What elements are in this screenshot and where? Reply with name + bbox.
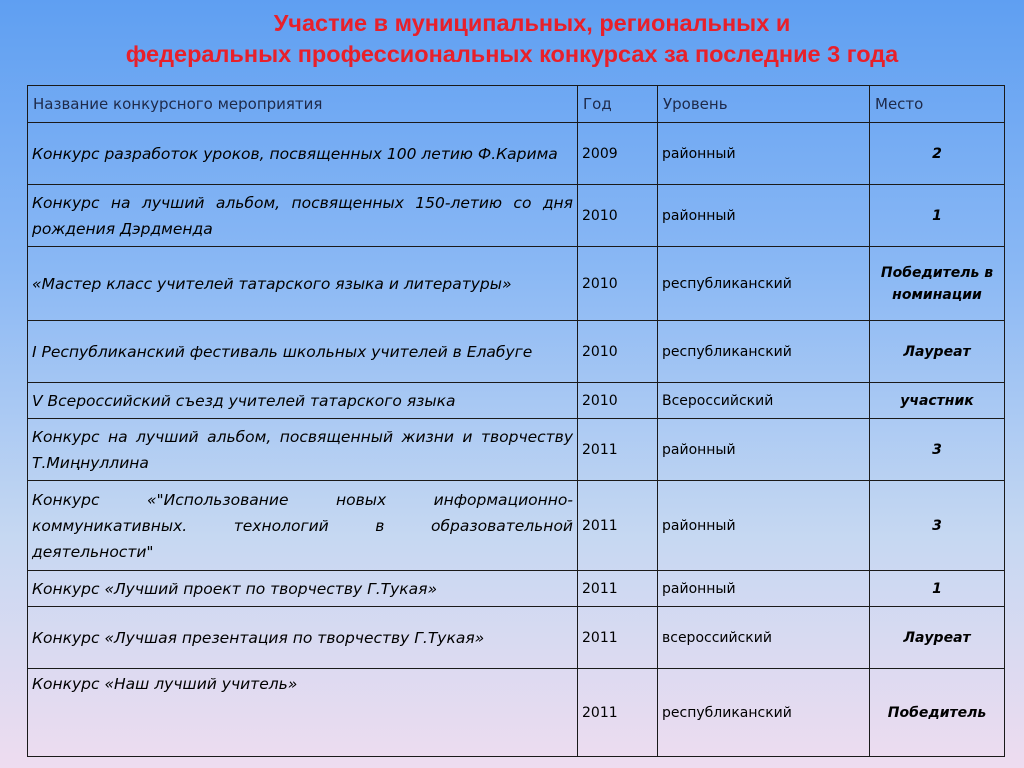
table-row [28, 321, 1005, 383]
cell-place: 1 [870, 185, 1005, 247]
table-row [28, 419, 1005, 481]
cell-year: 2010 [578, 185, 658, 247]
cell-place: Победитель в номинации [870, 247, 1005, 321]
cell-name: I Республиканский фестиваль школьных учителей в Елабуге [28, 321, 578, 383]
cell-place: Победитель [870, 669, 1005, 757]
cell-year: 2009 [578, 123, 658, 185]
cell-place: 3 [870, 419, 1005, 481]
cell-level: районный [658, 481, 870, 571]
title-line-1: Участие в муниципальных, региональных и [273, 10, 791, 36]
table-row [28, 123, 1005, 185]
cell-year: 2011 [578, 669, 658, 757]
cell-place: 1 [870, 571, 1005, 607]
cell-name: Конкурс «"Использование новых информационно-коммуникативных. технологий в образовательной деятельности" [28, 481, 578, 571]
header-level: Уровень [658, 86, 870, 123]
cell-name: Конкурс «Наш лучший учитель» [28, 669, 578, 757]
cell-year: 2010 [578, 247, 658, 321]
cell-level: районный [658, 419, 870, 481]
cell-level: республиканский [658, 321, 870, 383]
table-row [28, 481, 1005, 571]
cell-place: участник [870, 383, 1005, 419]
cell-level: районный [658, 185, 870, 247]
cell-level: республиканский [658, 669, 870, 757]
cell-year: 2011 [578, 607, 658, 669]
cell-level: всероссийский [658, 607, 870, 669]
contests-table [27, 85, 1005, 757]
title-line-2: федеральных профессиональных конкурсах за последние 3 года [125, 41, 899, 67]
cell-year: 2011 [578, 571, 658, 607]
header-name: Название конкурсного мероприятия [28, 86, 578, 123]
cell-name: Конкурс разработок уроков, посвященных 100 летию Ф.Карима [28, 123, 578, 185]
cell-name: «Мастер класс учителей татарского языка и литературы» [28, 247, 578, 321]
cell-year: 2010 [578, 383, 658, 419]
cell-place: 3 [870, 481, 1005, 571]
table-row [28, 669, 1005, 757]
cell-place: 2 [870, 123, 1005, 185]
cell-name: Конкурс на лучший альбом, посвященный жизни и творчеству Т.Миңнуллина [28, 419, 578, 481]
cell-name: Конкурс «Лучший проект по творчеству Г.Тукая» [28, 571, 578, 607]
cell-year: 2011 [578, 481, 658, 571]
cell-name: V Всероссийский съезд учителей татарского языка [28, 383, 578, 419]
header-year: Год [578, 86, 658, 123]
table-header-row [28, 86, 1005, 123]
cell-year: 2011 [578, 419, 658, 481]
header-place: Место [870, 86, 1005, 123]
table-row [28, 247, 1005, 321]
cell-level: Всероссийский [658, 383, 870, 419]
table-row [28, 607, 1005, 669]
cell-level: районный [658, 123, 870, 185]
table-row [28, 383, 1005, 419]
cell-year: 2010 [578, 321, 658, 383]
cell-place: Лауреат [870, 321, 1005, 383]
table-row [28, 571, 1005, 607]
cell-name: Конкурс «Лучшая презентация по творчеству Г.Тукая» [28, 607, 578, 669]
cell-name: Конкурс на лучший альбом, посвященных 150-летию со дня рождения Дэрдменда [28, 185, 578, 247]
cell-level: республиканский [658, 247, 870, 321]
cell-place: Лауреат [870, 607, 1005, 669]
table-row [28, 185, 1005, 247]
page-title [0, 8, 1024, 70]
cell-level: районный [658, 571, 870, 607]
